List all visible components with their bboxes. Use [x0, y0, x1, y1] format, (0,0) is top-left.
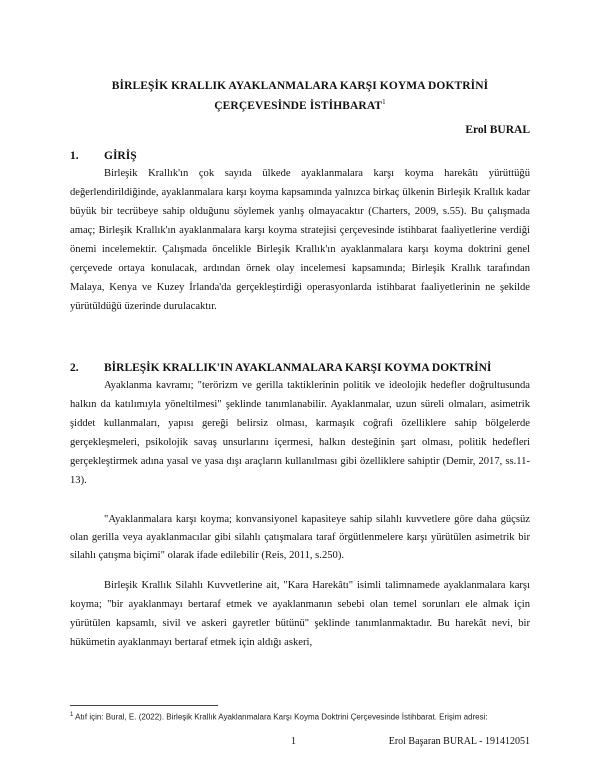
footnote-divider — [70, 705, 218, 706]
section-title: BİRLEŞİK KRALLIK'IN AYAKLANMALARA KARŞI KOYMA DOKTRİNİ — [104, 362, 492, 374]
section-number: 1. — [70, 150, 79, 162]
paragraph: Ayaklanma kavramı; "terörizm ve gerilla taktiklerinin politik ve ideolojik hedefler doğrultusunda halkın da katılımıyla yöneltilmesi" şeklinde tanımlanabilir. Ayaklanmalar, uzun süreli olmaları, asimetrik şiddet kullanmaları, yapısı gereği belirsiz olması, karmaşık coğrafi özelliklere sahip bölgelerde gerçekleşmeleri, psikolojik savaş unsurlarını içermesi, halkın desteğinin şart olması, politik hedefleri gerçekleştirmek adına yasal ve yasa dışı araçların kullanılması gibi özelliklere sahiptir (Demir, 2017, ss.11-13). — [70, 380, 530, 486]
section-heading-doctrine — [70, 362, 491, 374]
footnote-text: Atıf için: Bural, E. (2022). Birleşik Krallık Ayaklanmalara Karşı Koyma Doktrini Çerçevesinde İstihbarat. Erişim adresi: — [75, 712, 488, 722]
footer-author-id: Erol Başaran BURAL - 191412051 — [388, 736, 530, 747]
title-line-2 — [70, 98, 530, 112]
paragraph: "Ayaklanmalara karşı koyma; konvansiyonel kapasiteye sahip silahlı kuvvetlere göre daha güçsüz olan gerilla veya ayaklanmacılar gibi silahlı çatışmalara taraf örgütlenmelere karşı yürütülen asimetrik bir silahlı çatışma biçimi" olarak ifade edilebilir (Reis, 2011, s.250). — [70, 514, 530, 561]
footnote-marker: 1 — [70, 712, 74, 718]
footnote — [70, 710, 530, 723]
page-number: 1 — [291, 736, 296, 747]
author-name: Erol BURAL — [465, 124, 530, 136]
paragraph: Birleşik Krallık'ın çok sayıda ülkede ayaklanmalara karşı koyma harekâtı yürüttüğü değerlendirildiğinde, ayaklanmalara karşı koyma kapsamında yalnızca birkaç ülkenin Birleşik Krallık kadar büyük bir tecrübeye sahip olduğunu söylemek yanlış olmayacaktır (Charters, 2009, s.55). Bu çalışmada amaç; Birleşik Krallık'ın ayaklanmalara karşı koyma stratejisi çerçevesinde istihbarat faaliyetlerine verdiği önemi incelemektir. Çalışmada öncelikle Birleşik Krallık'ın ayaklanmalara karşı koyma doktrini genel çerçevede ortaya konulacak, ardından örnek olay incelemesi kapsamında; Birleşik Krallık tarafından Malaya, Kenya ve Kuzey İrlanda'da gerçekleştirdiği operasyonlarda istihbarat faaliyetlerinin ne şekilde yürütüldüğü üzerinde durulacaktır. — [70, 168, 530, 312]
section-number: 2. — [70, 362, 79, 374]
footnote-reference[interactable]: 1 — [382, 98, 386, 106]
title-text: ÇERÇEVESİNDE İSTİHBARAT — [214, 99, 383, 112]
title-line-1: BİRLEŞİK KRALLIK AYAKLANMALARA KARŞI KOYMA DOKTRİNİ — [111, 80, 489, 92]
paragraph: Birleşik Krallık Silahlı Kuvvetlerine ait, "Kara Harekâtı" isimli talimnamede ayaklanmalara karşı koyma; "bir ayaklanmayı bertaraf etmek ve ayaklanmanın sebebi olan temel sorunları ele almak için yürütülen kapsamlı, sivil ve askeri gayretler bütünü" şeklinde tanımlanmaktadır. Bu harekât nevi, bir hükümetin ayaklanmayı bertaraf etmek için aldığı askeri, — [70, 580, 530, 648]
section-title: GİRİŞ — [104, 150, 137, 162]
section-heading-intro — [70, 150, 137, 162]
